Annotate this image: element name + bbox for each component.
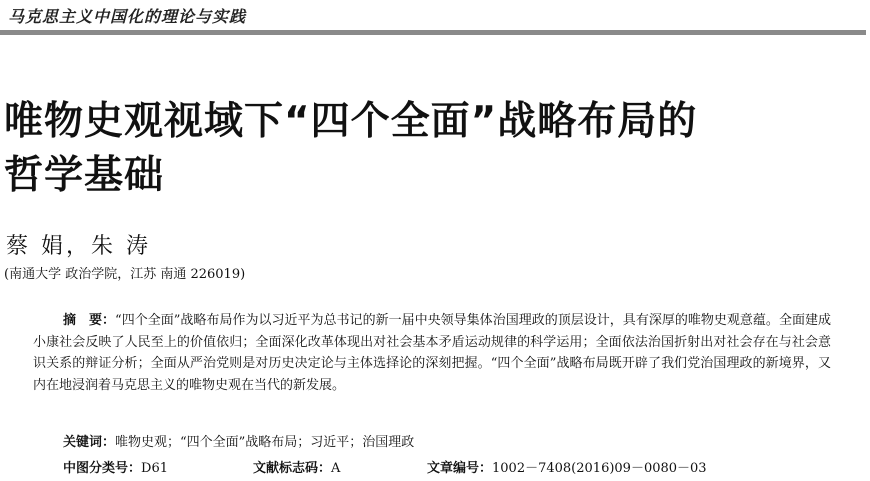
journal-section-header: 马克思主义中国化的理论与实践 [8,7,247,26]
clc-value: D61 [141,461,168,476]
document-code [253,457,340,476]
clc-label: 中图分类号： [63,461,142,476]
article-title [4,95,854,203]
keywords-label: 关键词： [63,435,116,450]
clc-number [63,457,168,476]
abstract-label: 摘 要： [63,313,116,328]
abstract-text: “四个全面”战略布局作为以习近平为总书记的新一届中央领导集体治国理政的顶层设计，具有深厚的唯物史观意蕴。全面建成小康社会反映了人民至上的价值依归；全面深化改革体现出对社会基本矛盾运动规律的科学运用；全面依法治国折射出对社会存在与社会意识关系的辩证分析；全面从严治党则是对历史决定论与主体选择论的深刻把握。“四个全面”战略布局既开辟了我们党治国理政的新境界，又内在地浸润着马克思主义的唯物史观在当代的新发展。 [33,313,831,393]
header-rule [0,30,866,35]
authors: 蔡 娟，朱 涛 [6,234,151,259]
doc-code-value: A [331,461,341,476]
keywords [63,431,414,450]
keywords-text: 唯物史观；“四个全面”战略布局；习近平；治国理政 [115,435,415,450]
article-number-value: 1002－7408(2016)09－0080－03 [492,461,707,476]
affiliation: (南通大学 政治学院，江苏 南通 226019) [4,267,246,282]
article-number-label: 文章编号： [427,461,493,476]
article-number [427,457,707,476]
abstract [33,310,831,396]
article-title-line-1: 唯物史观视域下“四个全面”战略布局的 [4,99,698,144]
article-title-line-2: 哲学基础 [4,153,165,198]
doc-code-label: 文献标志码： [253,461,332,476]
